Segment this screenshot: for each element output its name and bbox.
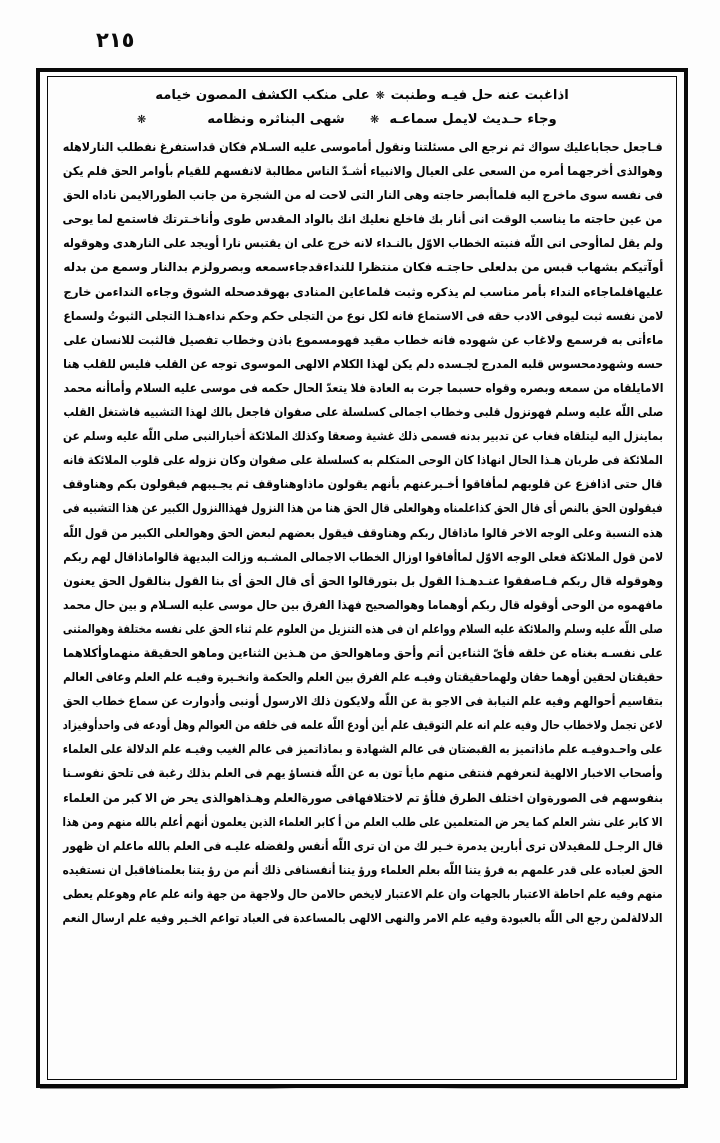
body-text-line bbox=[61, 328, 663, 352]
body-text-line bbox=[61, 400, 663, 424]
poem-hemistich-b: على منكب الكشف المصون خيامه bbox=[155, 88, 370, 103]
body-text-line-content: الدلالةلمن رجع الى اللّه بالعبودة وفيه علم الامر والنهى الالهى بالمساعدة فى العباد تواعم الخـير وفيه علم ارسال النعم bbox=[63, 911, 663, 925]
page-number: ٢١٥ bbox=[96, 28, 135, 52]
body-text-line bbox=[61, 641, 663, 665]
body-text-line-content: على واحـدوفيـه علم ماذاتميز به القبضتان فى عالم الشهادة و بماذاتميز فى عالم الغيب وفيـه علم الدلالة على العلماء bbox=[63, 742, 663, 757]
poem-line bbox=[61, 108, 663, 132]
body-text-line bbox=[61, 472, 663, 496]
body-text-line-content: وهوالذى أخرجهما أمره من السعى على العيال والانبياء أشـدّ الناس مطالبة لانفسهم للقيام بأوامر الحق فلم يكن bbox=[63, 164, 663, 179]
body-text-line-content: حسه وشهودمحسوس قلبه المدرج لجـسده دلم يكن لهذا الكلام الالهى الموسوى توجه عن القلب فليس للقلب هنا bbox=[63, 356, 663, 371]
body-text-line bbox=[61, 545, 663, 569]
body-text-line bbox=[61, 786, 663, 810]
body-text-line-content: منهم وفيه علم احاطة الاعتبار بالجهات وان علم الاعتبار لايخص حالامن حال ولاجهة من جهة وانه علم عام وهوعلم يعطى bbox=[63, 886, 663, 901]
body-text-line-content: أوآتيكم بشهاب قبس من بدلعلى حاجتـه فكان منتظرا للنداءقدجاءسمعه وبصرولزم بدالنار وسمع من بدله bbox=[63, 260, 663, 275]
body-text-line-content: بتقاسيم أحوالهم وفيه علم النيابة فى الاجو بة عن اللّه ولايكون ذلك الارسول أونبى وأدوارت عن سماع خطاب الحق bbox=[63, 694, 663, 709]
body-text-line-content: وأصحاب الاخبار الالهية لنعرفهم فنتقى منهم مايأ تون به عن اللّه فنساؤ يهم فى العلم بذلك رغبة فى تلحق نفوسـنا bbox=[63, 766, 663, 781]
body-text-line bbox=[61, 906, 663, 930]
body-text-line-content: الحق لعباده على قدر علمهم به فرؤ يتنا اللّه بعلم العلماء ورؤ يتنا أنفسنافى ذلك أنم من رؤ يتنا بعلمنافاقبل ان نستفيده bbox=[63, 862, 663, 877]
body-text-line bbox=[61, 617, 663, 641]
body-text-line-content: حقيقتان لحقين أوهما حقان ولهماحقيقتان وفيـه علم الفرق بين العلم والحكمة وانخـيرة وفيـه علم العلم وعافى العالم bbox=[63, 670, 663, 685]
body-text-line-content: صلى اللّه عليه وسلم فهونزول قلبى وخطاب اجمالى كسلسلة على صفوان فاجعل بالك لهذا التشبيه فاشتغل القلب bbox=[63, 405, 663, 420]
body-text-line-content: فى نفسه سوى ماخرج اليه فلماأبصر حاجته وهى النار التى لاحت له من الشجرة من جانب الطورالايمن ناداه الحق bbox=[63, 188, 663, 203]
page-content bbox=[52, 80, 672, 1076]
body-text-line bbox=[61, 496, 663, 520]
body-text-line bbox=[61, 713, 663, 737]
body-text-line bbox=[61, 834, 663, 858]
body-text-line-content: قال الرجـل للمفيدلان ترى أبارين يدمرة خـير لك من ان ترى اللّه أنفس ولفضله عليـه فى العلم بالله ماعلم ان ظهور bbox=[63, 838, 663, 853]
body-text-line-content: ماءأتى به فرسمع ولاغاب عن شهوده فانه خطاب مقيد فهومسموع باذن وخطاب تفصيل فالثبت للانسان على bbox=[63, 332, 663, 347]
body-text-line bbox=[61, 183, 663, 207]
body-text-line-content: قال حتى اذافزع عن قلوبهم لمأفاقوا أخـبرعنهم بأنهم يقولون ماذاوهناوقف ثم يجـيبهم فيقولون بكم وهناوقف bbox=[63, 477, 663, 492]
poem-separator-icon: ❋ bbox=[375, 89, 385, 102]
body-text-line bbox=[61, 882, 663, 906]
body-text-line bbox=[61, 665, 663, 689]
body-text-line-content: فـاجعل حجاباعليك سواك ثم نرجع الى مسئلتنا ونقول أماموسى عليه السـلام فكان قداستفرغ نفطلب النارلاهله bbox=[63, 140, 663, 154]
body-text-line bbox=[61, 352, 663, 376]
body-text-line bbox=[61, 207, 663, 231]
body-text-line-content: هذه النسبة وعلى الوجه الاخر قالوا ماذاقال ربكم وهناوقف فيقول بعضهم لبعض الحق وهوالعلى الكبير من قول اللّه bbox=[63, 525, 663, 540]
poem-hemistich-a: اذاغبت عنه حل فيـه وطنبت bbox=[390, 88, 569, 103]
poem-hemistich-a: وجاء حـديث لايمل سماعـه bbox=[389, 111, 557, 127]
poem-separator-icon: ❋ bbox=[370, 112, 380, 126]
poem-trailing-separator-icon: ❋ bbox=[136, 112, 146, 126]
body-text-line-content: الملائكة فى طربان هـذا الحال انهاذا كان الوحى المتكلم به كسلسلة على صفوان وكان نزوله على قلوب الملائكة فانه bbox=[63, 453, 663, 468]
body-text-line-content: لامن نفسه ثبت ليوفى الادب حقه فى الاستماع فانه لكل نوع من التجلى حكم وحكم نداءهـذا التجلى الثبوتُ ولسماع bbox=[63, 308, 663, 323]
body-text-line-content: لاعن تجمل ولاخطاب حال وفيه علم انه علم التوقيف علم أين أودع اللّه علمه فى خلقه من العوالم وهل أودعه فى واحدأوفيزاد bbox=[63, 718, 663, 733]
body-text-line-content: لامن قول الملائكة فعلى الوجه الاوّل لماأفاقوا اوزال الخطاب الاجمالى المشـبه وزالت البديهة قالواماذاقال لهم ربكم bbox=[63, 549, 663, 564]
poem-block bbox=[61, 84, 663, 131]
body-text-line-content: الا كابر على نشر العلم كما يحر ض المتعلمين على طلب العلم من أ كابر العلماء الذين يعلمون أنهم أعلم بالله منهم ومن هذا bbox=[63, 814, 663, 829]
body-text-line-content: ولم يقل لماأوحى انى اللّه فنبته الخطاب الاوّل بالنـداء لانه خرج على ان يقتبس نارا أويجد على النارهدى وهوقوله bbox=[63, 236, 663, 251]
scan-edge-smudge bbox=[40, 1084, 680, 1089]
body-text-line bbox=[61, 810, 663, 834]
body-text-line bbox=[61, 521, 663, 545]
body-text-line bbox=[61, 231, 663, 255]
body-text-line bbox=[61, 858, 663, 882]
body-text-line bbox=[61, 448, 663, 472]
body-text-line bbox=[61, 280, 663, 304]
body-text-line-content: الامايلقاه من سمعه وبصره وقواه حسبما جرت به العادة فلا يتعدّ الحال حكمه فى موسى عليه السلام وأماأنه محمد bbox=[63, 380, 663, 395]
body-text-line-content: على نفسـه بغناه عن خلقه فأىّ الثناءين أتم وأحق وماهوالحق من هـذين الثناءين وماهو الحقيقة منهماوأكلاهما bbox=[63, 645, 663, 660]
body-text-line bbox=[61, 255, 663, 279]
body-text-line bbox=[61, 376, 663, 400]
body-text-line bbox=[61, 424, 663, 448]
poem-line bbox=[61, 84, 663, 108]
body-text-line-content: بماينزل اليه ليتلقاه فغاب عن تدبير بدنه فسمى ذلك غشية وصعقا وكذلك الملائكة أخبارالنبى صلى اللّه عليه وسلم عن bbox=[63, 429, 663, 444]
body-text-line bbox=[61, 689, 663, 713]
body-text-line-content: مافهموه من الوحى أوقوله قال ربكم أوهماما وهوالصحيح فهذا الفرق بين حال موسى عليه السـلام و بين حال محمد bbox=[63, 597, 663, 612]
body-text-block bbox=[61, 135, 663, 930]
body-text-line bbox=[61, 135, 663, 159]
body-text-line-content: صلى اللّه عليه وسلم والملائكة عليه السلام وواعلم ان فى هذه التنزيل من العلوم علم ثناء الحق على نفسه مختلفة وهوالمثنى bbox=[63, 621, 663, 636]
body-text-line bbox=[61, 737, 663, 761]
body-text-line-content: من عين حاجته ما يناسب الوقت انى أنار بك فاخلع نعليك انك بالواد المقدس طوى وأناخـترتك فاستمع لما يوحى bbox=[63, 212, 663, 227]
body-text-line-content: عليهافلماجاءه النداء بأمر مناسب لم يذكره وثبت فلماعاين المنادى بهوقدصحله الشوق وجاءه النداءمن خارج bbox=[63, 284, 663, 299]
body-text-line bbox=[61, 593, 663, 617]
poem-hemistich-b: شهى البناثره ونظامه bbox=[207, 111, 345, 127]
body-text-line-content: فيقولون الحق بالنص أى قال الحق كذاعلمناه وهوالعلى قال الحق هنا من هذا النزول فهذاالنزول الكبير عن هذا التشبيه فى bbox=[63, 501, 663, 516]
body-text-line bbox=[61, 304, 663, 328]
body-text-line-content: بنفوسهم فى الصورةوان اختلف الطرق فلأؤ تم لاختلافهافى صورةالعلم وهـذاهوالذى يحر ض الا كبر من العلماء bbox=[63, 790, 663, 805]
body-text-line bbox=[61, 761, 663, 785]
body-text-line-content: وهوقوله قال ربكم فـاصفقوا عنـدهـذا القول بل بتورقالوا الحق أى قال الحق أى بنا القول بنالقول الحق يعنون bbox=[63, 573, 663, 588]
body-text-line bbox=[61, 569, 663, 593]
body-text-line bbox=[61, 159, 663, 183]
